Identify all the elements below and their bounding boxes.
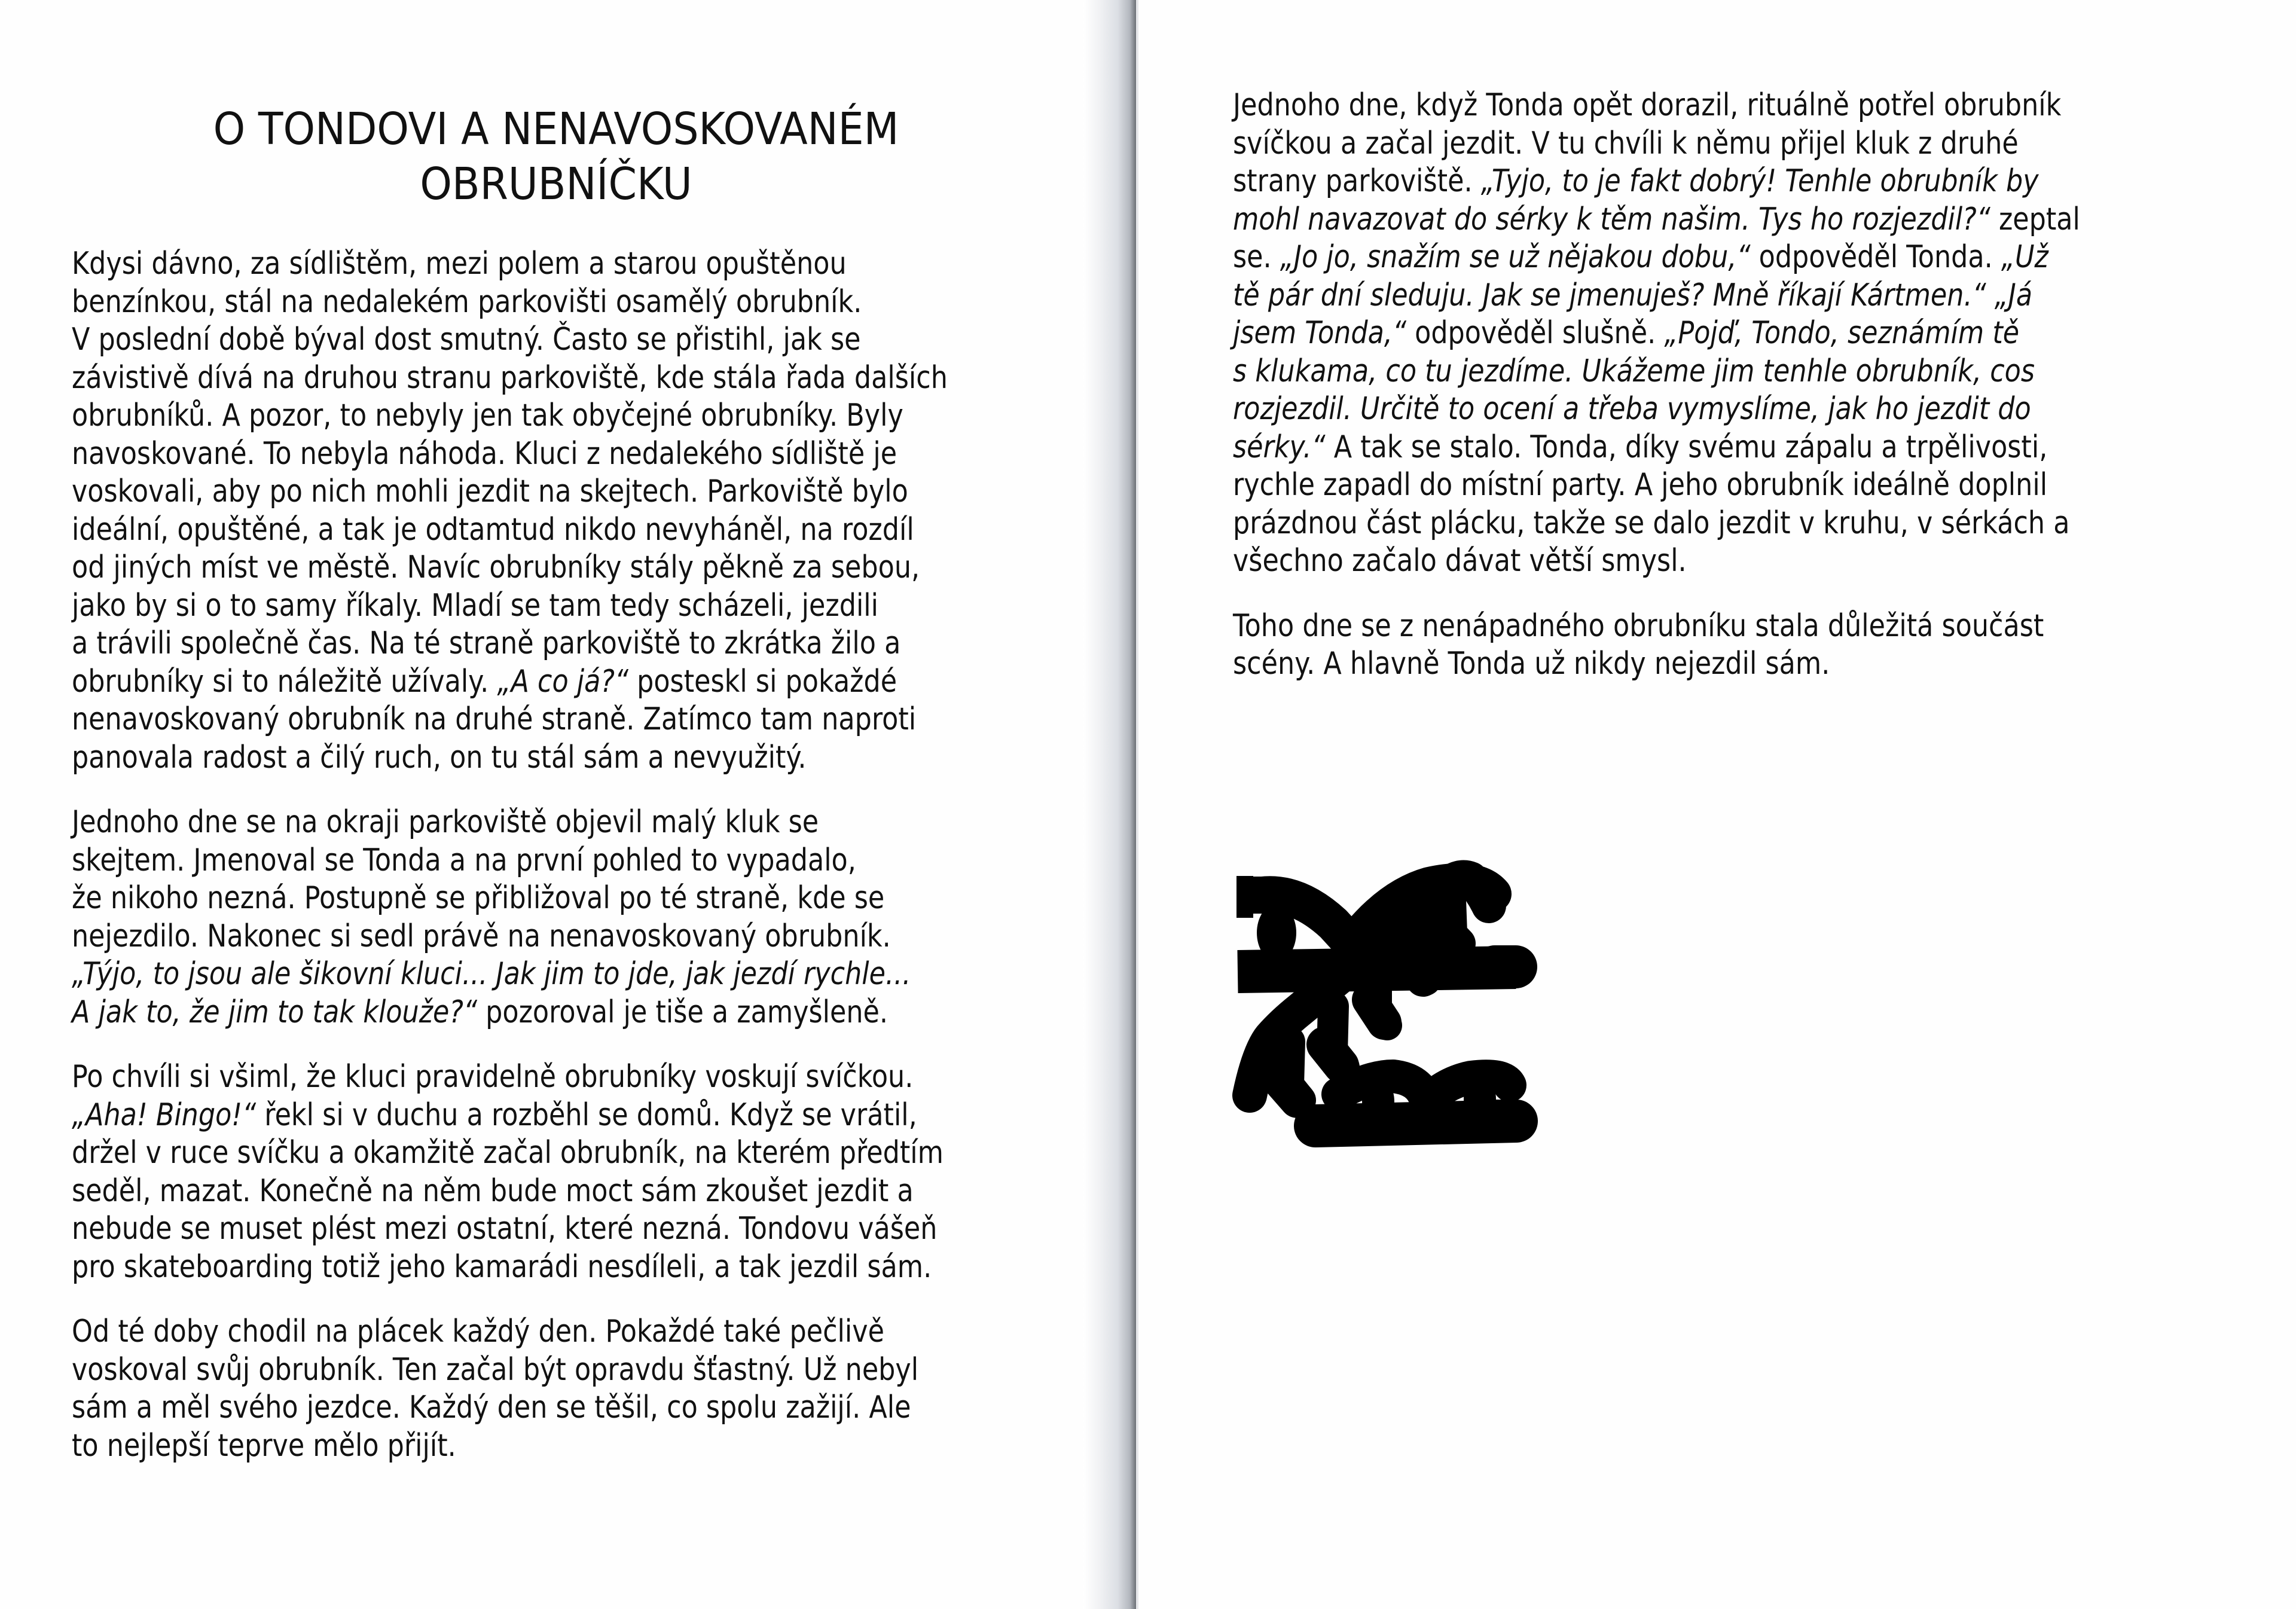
text-line [1233, 542, 2102, 581]
italic-quote: „Pojď, Tondo, seznámím tě [1664, 315, 2020, 351]
italic-quote: „Tyjo, to je fakt dobrý! Tenhle obrubník by [1480, 163, 2039, 199]
paragraph [72, 804, 1082, 1031]
text-segment: seděl, mazat. Konečně na něm bude moct sám zkoušet jezdit a [72, 1173, 914, 1209]
text-line [1233, 607, 2102, 646]
text-line [72, 1097, 936, 1135]
text-segment: pozoroval je tiše a zamyšleně. [477, 994, 889, 1030]
text-segment: svíčkou a začal jezdit. V tu chvíli k němu přijel kluk z druhé [1233, 125, 2019, 161]
text-segment: a trávili společně čas. Na té straně parkoviště to zkrátka žilo a [72, 625, 901, 661]
text-segment: nebude se muset plést mezi ostatní, které nezná. Tondovu vášeň [72, 1211, 938, 1247]
text-line [72, 880, 936, 918]
text-line [72, 739, 936, 777]
text-line [72, 1389, 936, 1427]
text-segment: závistivě dívá na druhou stranu parkoviště, kde stála řada dalších [72, 359, 948, 396]
story-title [78, 102, 1034, 212]
text-line [72, 625, 936, 663]
text-line [72, 663, 936, 701]
italic-quote: „A co já?“ [497, 663, 629, 700]
paragraph [72, 245, 1082, 777]
text-segment: ideální, opuštěné, a tak je odtamtud nikdo nevyháněl, na rozdíl [72, 511, 914, 548]
right-body-text [1233, 87, 2249, 710]
left-body-text [72, 245, 1082, 1492]
text-segment: řekl si v duchu a rozběhl se domů. Když se vrátil, [256, 1097, 917, 1133]
text-segment: scény. A hlavně Tonda už nikdy nejezdil sám. [1233, 646, 1830, 682]
italic-quote: A jak to, že jim to tak klouže?“ [72, 994, 478, 1030]
text-segment: benzínkou, stál na nedalekém parkovišti osamělý obrubník. [72, 283, 862, 320]
text-line [72, 321, 936, 359]
text-segment: pro skateboarding totiž jeho kamarádi nesdíleli, a tak jezdil sám. [72, 1248, 932, 1285]
text-line [72, 1313, 936, 1351]
text-segment: strany parkoviště. [1233, 163, 1481, 199]
italic-quote: „Už [2001, 239, 2048, 275]
text-segment: posteskl si pokaždé [628, 663, 897, 700]
text-line [72, 842, 936, 880]
text-line [72, 1248, 936, 1287]
text-segment: obrubníky si to náležitě užívaly. [72, 663, 497, 700]
text-segment: voskoval svůj obrubník. Ten začal být opravdu šťastný. Už nebyl [72, 1351, 919, 1388]
text-line [72, 1173, 936, 1211]
text-segment: Od té doby chodil na plácek každý den. Pokaždé také pečlivě [72, 1314, 884, 1350]
text-line [72, 245, 936, 283]
italic-quote: „Týjo, to jsou ale šikovní kluci... Jak jim to jde, jak jezdí rychle... [72, 956, 911, 992]
title-line: O TONDOVI A NENAVOSKOVANÉM [213, 103, 899, 155]
text-segment: Po chvíli si všiml, že kluci pravidelně obrubníky voskují svíčkou. [72, 1059, 914, 1095]
text-segment: navoskované. To nebyla náhoda. Kluci z nedalekého sídliště je [72, 435, 897, 472]
text-segment: držel v ruce svíčku a okamžitě začal obrubník, na kterém předtím [72, 1135, 944, 1171]
text-segment: odpověděl Tonda. [1750, 239, 2001, 275]
text-line [72, 1134, 944, 1173]
text-segment: obrubníků. A pozor, to nebyly jen tak obyčejné obrubníky. Byly [72, 398, 903, 433]
italic-quote: rozjezdil. Určitě to ocení a třeba vymyslíme, jak ho jezdit do [1233, 391, 2031, 427]
text-line [72, 283, 936, 322]
text-segment: A tak se stalo. Tonda, díky svému zápalu a trpělivosti, [1325, 429, 2048, 465]
text-line [1233, 466, 2102, 505]
paragraph [1233, 607, 2249, 683]
paragraph [72, 1058, 1082, 1286]
text-segment: Kdysi dávno, za sídlištěm, mezi polem a starou opuštěnou [72, 246, 847, 282]
text-line [72, 1058, 936, 1097]
italic-quote: sérky.“ [1233, 429, 1326, 465]
text-line [1233, 87, 2102, 125]
text-line [1233, 277, 2102, 315]
text-line [1233, 315, 2102, 353]
text-line [72, 1427, 936, 1465]
text-line [72, 1351, 936, 1390]
italic-quote: „Jo jo, snažím se už nějakou dobu,“ [1280, 239, 1751, 275]
italic-quote: „Aha! Bingo!“ [72, 1097, 257, 1133]
text-segment: zeptal [1990, 201, 2080, 237]
text-line [72, 397, 936, 435]
italic-quote: mohl navazovat do sérky k těm našim. Tys ho rozjezdil?“ [1233, 201, 1990, 237]
text-segment: Toho dne se z nenápadného obrubníku stala důležitá součást [1233, 607, 2044, 644]
title-line: OBRUBNÍČKU [420, 158, 692, 210]
text-line [72, 1210, 936, 1248]
text-segment: sám a měl svého jezdce. Každý den se těšil, co spolu zažijí. Ale [72, 1390, 911, 1425]
text-segment: že nikoho nezná. Postupně se přibližoval po té straně, kde se [72, 880, 885, 916]
text-segment: prázdnou část plácku, takže se dalo jezdit v kruhu, v sérkách a [1233, 505, 2070, 541]
text-line [72, 804, 936, 842]
text-line [72, 955, 936, 994]
text-segment: skejtem. Jmenoval se Tonda a na první pohled to vypadalo, [72, 842, 856, 878]
text-line [72, 918, 936, 956]
paragraph [72, 1313, 1082, 1465]
text-line [1233, 645, 2102, 683]
text-line [1233, 163, 2102, 201]
page-edge [1136, 0, 1138, 1609]
text-segment: nejezdilo. Nakonec si sedl právě na nenavoskovaný obrubník. [72, 918, 891, 954]
text-line [72, 549, 936, 587]
text-segment: odpověděl slušně. [1406, 315, 1665, 351]
text-segment: V poslední době býval dost smutný. Často se přistihl, jak se [72, 322, 861, 358]
italic-quote: tě pár dní sleduju. Jak se jmenuješ? Mně říkají Kártmen.“ „Já [1233, 277, 2033, 313]
text-segment: od jiných míst ve městě. Navíc obrubníky stály pěkně za sebou, [72, 549, 920, 585]
italic-quote: s klukama, co tu jezdíme. Ukážeme jim tenhle obrubník, cos [1233, 353, 2035, 389]
italic-quote: jsem Tonda,“ [1233, 315, 1406, 351]
text-segment: Jednoho dne, když Tonda opět dorazil, rituálně potřel obrubník [1233, 87, 2062, 123]
text-line [1233, 201, 2102, 239]
text-segment: voskovali, aby po nich mohli jezdit na skejtech. Parkoviště bylo [72, 474, 908, 509]
text-segment: Jednoho dne se na okraji parkoviště objevil malý kluk se [72, 804, 819, 840]
book-gutter [1083, 0, 1136, 1609]
left-page [0, 0, 1094, 1609]
text-segment: to nejlepší teprve mělo přijít. [72, 1427, 456, 1464]
text-line [1233, 353, 2102, 391]
text-line [72, 473, 936, 511]
text-line [72, 994, 936, 1032]
text-line [1233, 429, 2102, 467]
text-segment: všechno začalo dávat větší smysl. [1233, 543, 1687, 579]
text-segment: jako by si o to samy říkaly. Mladí se tam tedy scházeli, jezdili [72, 587, 879, 624]
text-segment: panovala radost a čilý ruch, on tu stál sám a nevyužitý. [72, 739, 807, 776]
text-line [72, 587, 936, 625]
text-segment: rychle zapadl do místní party. A jeho obrubník ideálně doplnil [1233, 467, 2048, 503]
text-line [1233, 239, 2102, 277]
text-line [72, 435, 936, 474]
text-line [1233, 505, 2102, 543]
text-segment: nenavoskovaný obrubník na druhé straně. Zatímco tam naproti [72, 701, 917, 737]
text-line [72, 359, 948, 398]
text-line [72, 511, 936, 549]
text-segment: se. [1233, 239, 1280, 275]
text-line [1233, 125, 2102, 163]
text-line [1233, 390, 2102, 429]
paragraph [1233, 87, 2249, 581]
text-line [72, 701, 936, 739]
